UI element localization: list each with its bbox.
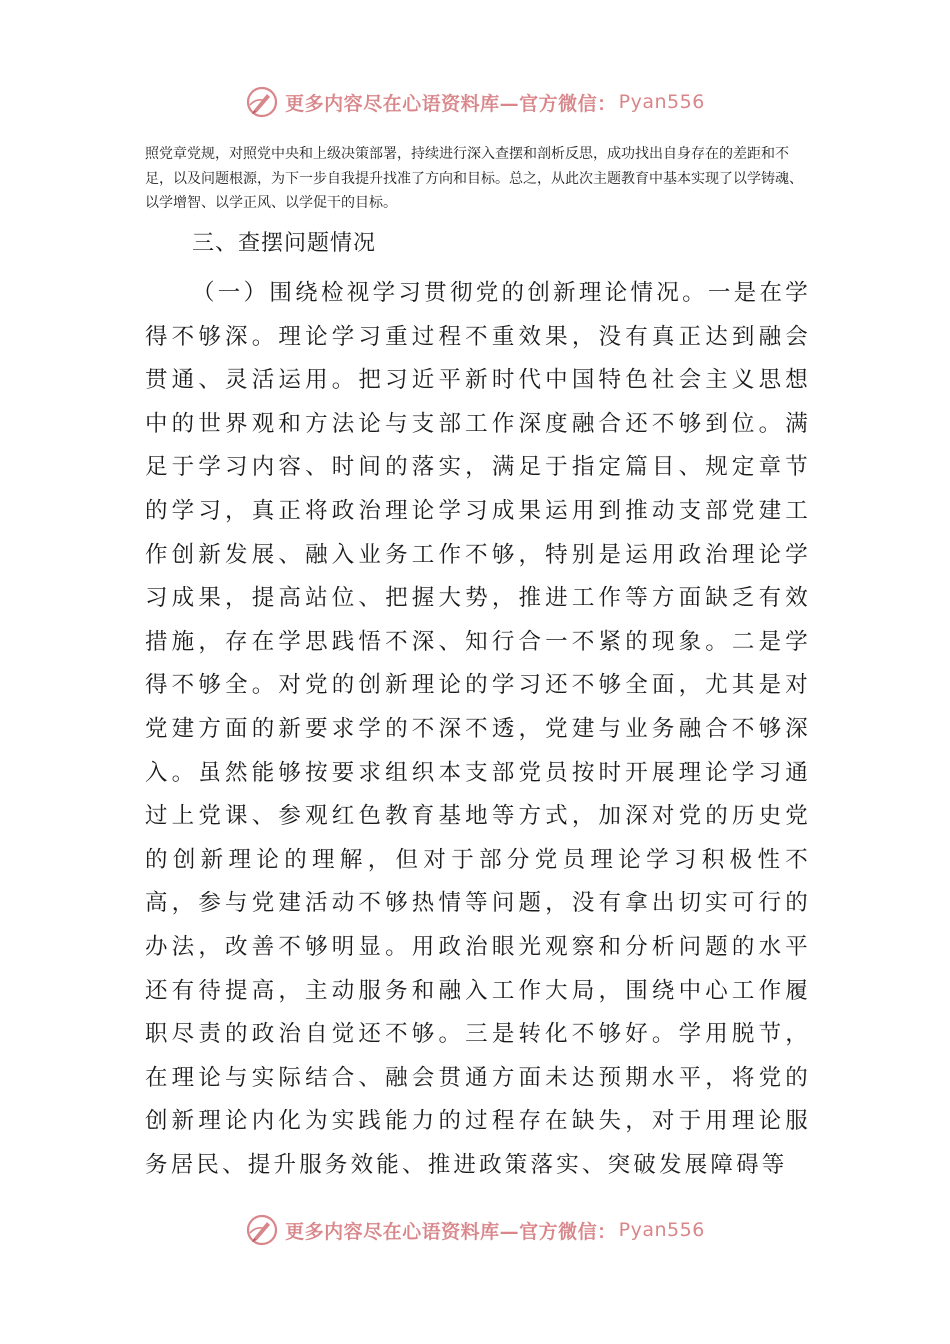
pen-logo-icon: [245, 1213, 279, 1247]
watermark-header: [0, 82, 950, 122]
section-heading: 三、查摆问题情况: [192, 231, 377, 256]
watermark-wechat-id: Pyan556: [618, 91, 705, 113]
watermark-text: 更多内容尽在心语资料库—官方微信：: [285, 92, 617, 115]
watermark-wechat-id: Pyan556: [618, 1219, 705, 1241]
watermark-footer: [0, 1210, 950, 1250]
intro-paragraph: 照党章党规，对照党中央和上级决策部署，持续进行深入查摆和剖析反思，成功找出自身存在的差距和不足，以及问题根源，为下一步自我提升找准了方向和目标。总之，从此次主题教育中基本实现了以学铸魂、以学增智、以学正风、以学促干的目标。: [145, 146, 803, 211]
watermark-text: 更多内容尽在心语资料库—官方微信：: [285, 1220, 617, 1243]
pen-logo-icon: [245, 85, 279, 119]
main-paragraph: （一）围绕检视学习贯彻党的创新理论情况。一是在学得不够深。理论学习重过程不重效果，没有真正达到融会贯通、灵活运用。把习近平新时代中国特色社会主义思想中的世界观和方法论与支部工作深度融合还不够到位。满足于学习内容、时间的落实，满足于指定篇目、规定章节的学习，真正将政治理论学习成果运用到推动支部党建工作创新发展、融入业务工作不够，特别是运用政治理论学习成果，提高站位、把握大势，推进工作等方面缺乏有效措施，存在学思践悟不深、知行合一不紧的现象。二是学得不够全。对党的创新理论的学习还不够全面，尤其是对党建方面的新要求学的不深不透，党建与业务融合不够深入。虽然能够按要求组织本支部党员按时开展理论学习通过上党课、参观红色教育基地等方式，加深对党的历史党的创新理论的理解，但对于部分党员理论学习积极性不高，参与党建活动不够热情等问题，没有拿出切实可行的办法，改善不够明显。用政治眼光观察和分析问题的水平还有待提高，主动服务和融入工作大局，围绕中心工作履职尽责的政治自觉还不够。三是转化不够好。学用脱节，在理论与实际结合、融会贯通方面未达预期水平，将党的创新理论内化为实践能力的过程存在缺失，对于用理论服务居民、提升服务效能、推进政策落实、突破发展障碍等: [145, 280, 811, 1178]
